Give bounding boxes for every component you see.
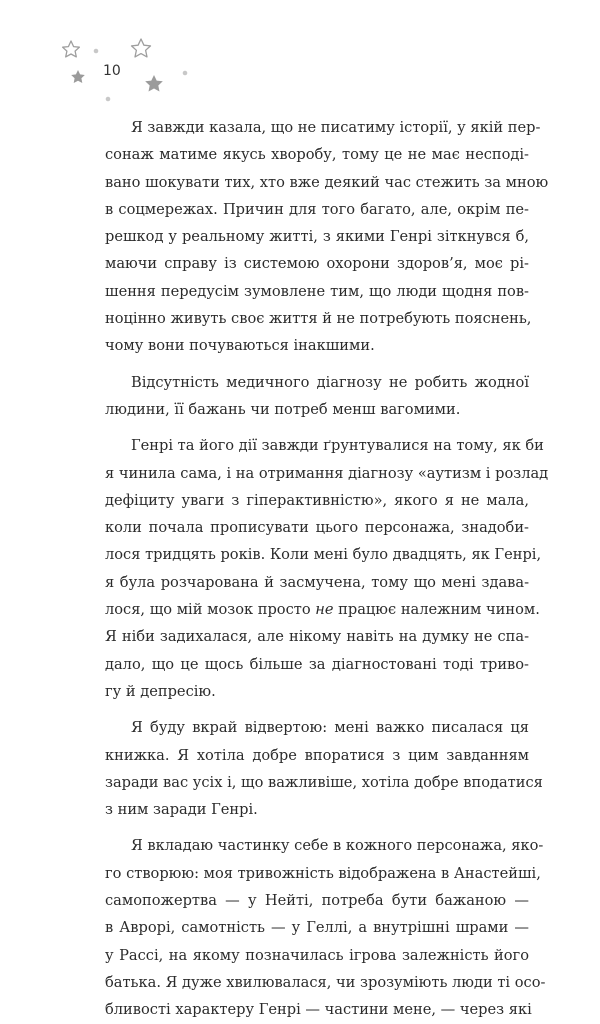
text-line: бливості характеру Генрі — частини мене, — через які	[105, 1001, 532, 1019]
star-icon	[145, 75, 163, 92]
text-line: я чинила сама, і на отримання діагнозу «аутизм і розлад	[105, 464, 549, 482]
text-line: заради вас усіх і, що важливіше, хотіла добре вподатися	[105, 773, 543, 791]
star-icon	[63, 41, 80, 57]
dot-icon	[183, 71, 188, 76]
star-icon	[132, 39, 151, 57]
text-line: батька. Я дуже хвилювалася, чи зрозуміють люди ті осо-	[105, 973, 546, 991]
dot-icon	[106, 97, 111, 102]
text-line: сонаж матиме якусь хворобу, тому це не має несподі-	[105, 146, 529, 164]
paragraph	[105, 832, 546, 1023]
text-line: го створюю: моя тривожність відображена в Анастейші,	[105, 864, 541, 882]
text-line: коли почала прописувати цього персонажа, знадоби-	[105, 519, 529, 537]
text-line: самопожертва — у Нейті, потреба бути бажаною —	[105, 892, 529, 910]
paragraph-gap	[105, 823, 529, 832]
text-line: Я завжди казала, що не писатиму історії, у якій пер-	[131, 119, 541, 136]
text-line: з ним заради Генрі.	[105, 801, 258, 819]
text-line: дефіциту уваги з гіперактивністю», якого я не мала,	[105, 491, 529, 509]
paragraph-gap	[105, 423, 529, 432]
paragraph	[105, 714, 543, 823]
text-line: ноцінно живуть своє життя й не потребують пояснень,	[105, 310, 532, 328]
text-line: в соцмережах. Причин для того багато, але, окрім пе-	[105, 200, 529, 218]
paragraph-gap	[105, 360, 529, 369]
text-line: лося, що мій мозок просто не працює належним чином.	[105, 601, 540, 619]
text-line: гу й депресію.	[105, 682, 216, 700]
text-line: Я ніби задихалася, але нікому навіть на думку не спа-	[105, 628, 529, 646]
star-icon	[71, 70, 85, 83]
text-line: Генрі та його дії завжди ґрунтувалися на тому, як би	[131, 437, 544, 455]
text-line: Я вкладаю частинку себе в кожного персонажа, яко-	[131, 837, 544, 855]
text-line: в Аврорі, самотність — у Геллі, а внутрішні шрами —	[105, 919, 529, 937]
text-line: маючи справу із системою охорони здоров’я, моє рі-	[105, 255, 529, 273]
text-line: Відсутність медичного діагнозу не робить жодної	[131, 373, 529, 391]
body-text	[105, 114, 549, 1024]
page-number: 10	[103, 63, 121, 79]
text-line: у Рассі, на якому позначилась ігрова залежність його	[105, 946, 529, 964]
text-line: чому вони почуваються інакшими.	[105, 337, 375, 355]
text-line: вано шокувати тих, хто вже деякий час стежить за мною	[105, 173, 549, 191]
text-line: шення передусім зумовлене тим, що люди щодня пов-	[105, 282, 529, 300]
text-line: книжка. Я хотіла добре впоратися з цим завданням	[105, 746, 529, 764]
paragraph	[105, 114, 549, 360]
text-line: лося тридцять років. Коли мені було двадцять, як Генрі,	[105, 546, 542, 564]
paragraph-gap	[105, 705, 529, 714]
text-line: Я буду вкрай відвертою: мені важко писалася ця	[131, 719, 529, 737]
text-line: я була розчарована й засмучена, тому що мені здава-	[105, 573, 529, 591]
text-line: решкод у реальному житті, з якими Генрі зіткнувся б,	[105, 228, 529, 246]
stars-ornament	[0, 0, 600, 120]
text-line: дало, що це щось більше за діагностовані тоді триво-	[105, 655, 529, 673]
dot-icon	[94, 49, 99, 54]
paragraph	[105, 432, 549, 705]
text-line: людини, її бажань чи потреб менш вагомими.	[105, 400, 461, 418]
paragraph	[105, 369, 529, 424]
